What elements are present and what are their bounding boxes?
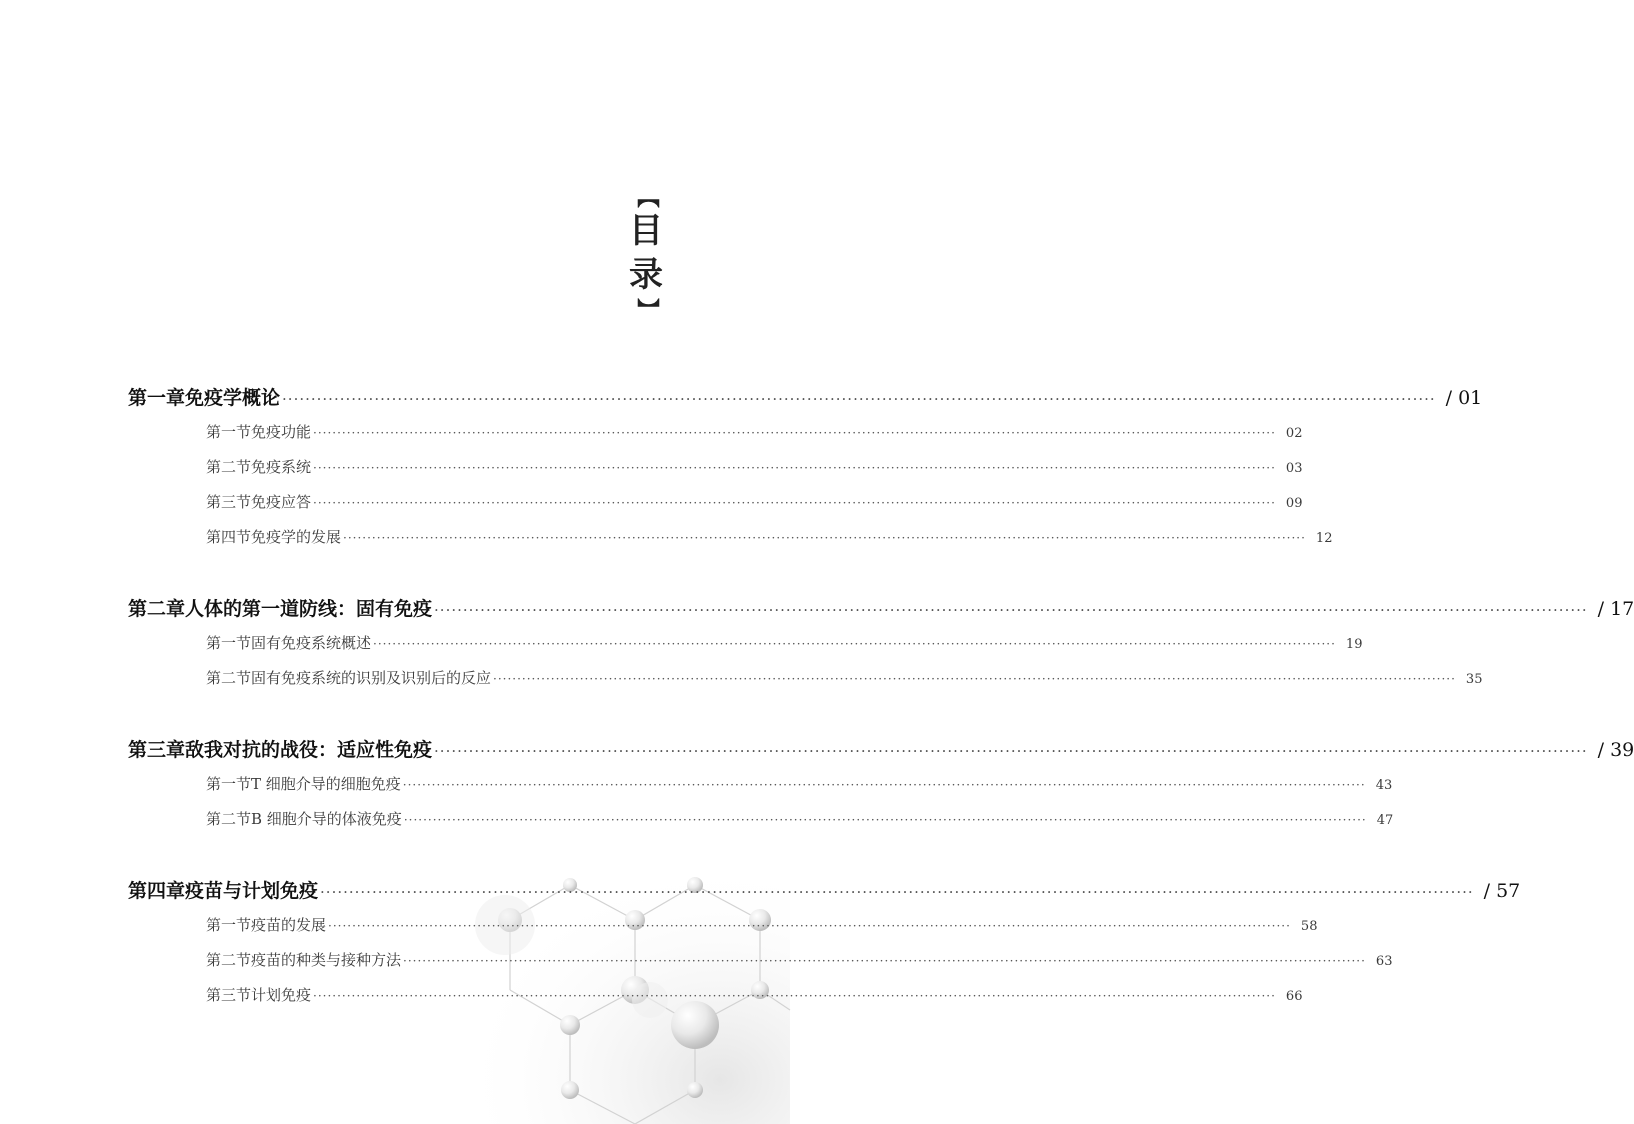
- toc-title-left-bracket: 【: [634, 185, 659, 208]
- toc-section[interactable]: [206, 456, 1303, 477]
- chapter-title: 人体的第一道防线：固有免疫: [185, 598, 433, 620]
- section-page: 03: [1285, 461, 1303, 476]
- section-page: 12: [1315, 531, 1333, 546]
- leader-dots: ········································································································································································································: [403, 813, 1367, 827]
- section-title: 计划免疫: [251, 986, 312, 1004]
- toc-section[interactable]: [206, 984, 1303, 1005]
- toc-section[interactable]: [206, 667, 1483, 688]
- toc-title-char: 目: [629, 211, 663, 251]
- section-title: 免疫系统: [251, 458, 312, 476]
- leader-dots: ········································································································································································································: [313, 426, 1276, 440]
- leader-dots: ········································································································································································································: [493, 672, 1456, 686]
- chapter-page: / 17: [1597, 598, 1634, 620]
- chapter-page: / 01: [1445, 387, 1483, 409]
- section-number: 第一节: [206, 634, 252, 652]
- toc-section[interactable]: [206, 421, 1303, 442]
- leader-dots: ········································································································································································································: [328, 919, 1291, 933]
- leader-dots: ········································································································································································································: [313, 989, 1276, 1003]
- chapter-number: 第二章: [128, 598, 186, 620]
- toc-chapter-1[interactable]: [128, 383, 1483, 410]
- toc-title: [618, 186, 674, 320]
- section-page: 43: [1375, 778, 1393, 793]
- leader-dots: ········································································································································································································: [402, 778, 1366, 792]
- section-title: 固有免疫系统概述: [251, 634, 372, 652]
- chapter-page: / 57: [1483, 880, 1521, 902]
- toc-title-right-bracket: 】: [634, 297, 659, 320]
- chapter-page: / 39: [1597, 739, 1634, 761]
- toc-chapter-4[interactable]: [128, 876, 1521, 903]
- toc-section[interactable]: [206, 632, 1363, 653]
- section-title: 疫苗的种类与接种方法: [251, 951, 402, 969]
- section-title: 免疫应答: [251, 493, 312, 511]
- section-number: 第一节: [206, 775, 252, 793]
- chapter-title: 敌我对抗的战役：适应性免疫: [185, 739, 433, 761]
- toc-section[interactable]: [206, 949, 1393, 970]
- section-page: 19: [1345, 637, 1363, 652]
- leader-dots: ········································································································································································································: [434, 742, 1588, 760]
- section-page: 47: [1376, 813, 1394, 828]
- section-page: 66: [1285, 989, 1303, 1004]
- section-number: 第四节: [206, 528, 252, 546]
- leader-dots: ········································································································································································································: [320, 883, 1474, 901]
- toc-chapter-2[interactable]: [128, 594, 1634, 621]
- leader-dots: ········································································································································································································: [282, 390, 1436, 408]
- chapter-title: 免疫学概论: [185, 387, 281, 409]
- section-page: 02: [1285, 426, 1303, 441]
- leader-dots: ········································································································································································································: [434, 601, 1588, 619]
- chapter-title: 疫苗与计划免疫: [185, 880, 319, 902]
- toc-section[interactable]: [206, 914, 1318, 935]
- section-number: 第一节: [206, 916, 252, 934]
- toc-section[interactable]: [206, 808, 1394, 829]
- section-number: 第二节: [206, 669, 252, 687]
- section-page: 63: [1375, 954, 1393, 969]
- toc-section[interactable]: [206, 773, 1393, 794]
- section-title: 疫苗的发展: [251, 916, 327, 934]
- section-number: 第二节: [206, 810, 252, 828]
- molecule-decoration: [440, 830, 790, 1124]
- leader-dots: ········································································································································································································: [313, 461, 1276, 475]
- section-number: 第二节: [206, 458, 252, 476]
- section-number: 第三节: [206, 493, 252, 511]
- section-title: 免疫学的发展: [251, 528, 342, 546]
- section-number: 第三节: [206, 986, 252, 1004]
- section-title: T 细胞介导的细胞免疫: [251, 775, 401, 793]
- section-title: B 细胞介导的体液免疫: [251, 810, 402, 828]
- leader-dots: ········································································································································································································: [313, 496, 1276, 510]
- leader-dots: ········································································································································································································: [373, 637, 1336, 651]
- toc-title-char: 录: [629, 255, 663, 295]
- section-page: 09: [1285, 496, 1303, 511]
- leader-dots: ········································································································································································································: [403, 954, 1366, 968]
- section-number: 第一节: [206, 423, 252, 441]
- section-title: 免疫功能: [251, 423, 312, 441]
- chapter-number: 第一章: [128, 387, 186, 409]
- section-page: 58: [1300, 919, 1318, 934]
- toc-section[interactable]: [206, 526, 1333, 547]
- leader-dots: ········································································································································································································: [343, 531, 1306, 545]
- toc-chapter-3[interactable]: [128, 735, 1634, 762]
- chapter-number: 第三章: [128, 739, 186, 761]
- section-page: 35: [1465, 672, 1483, 687]
- chapter-number: 第四章: [128, 880, 186, 902]
- section-title: 固有免疫系统的识别及识别后的反应: [251, 669, 492, 687]
- toc-section[interactable]: [206, 491, 1303, 512]
- section-number: 第二节: [206, 951, 252, 969]
